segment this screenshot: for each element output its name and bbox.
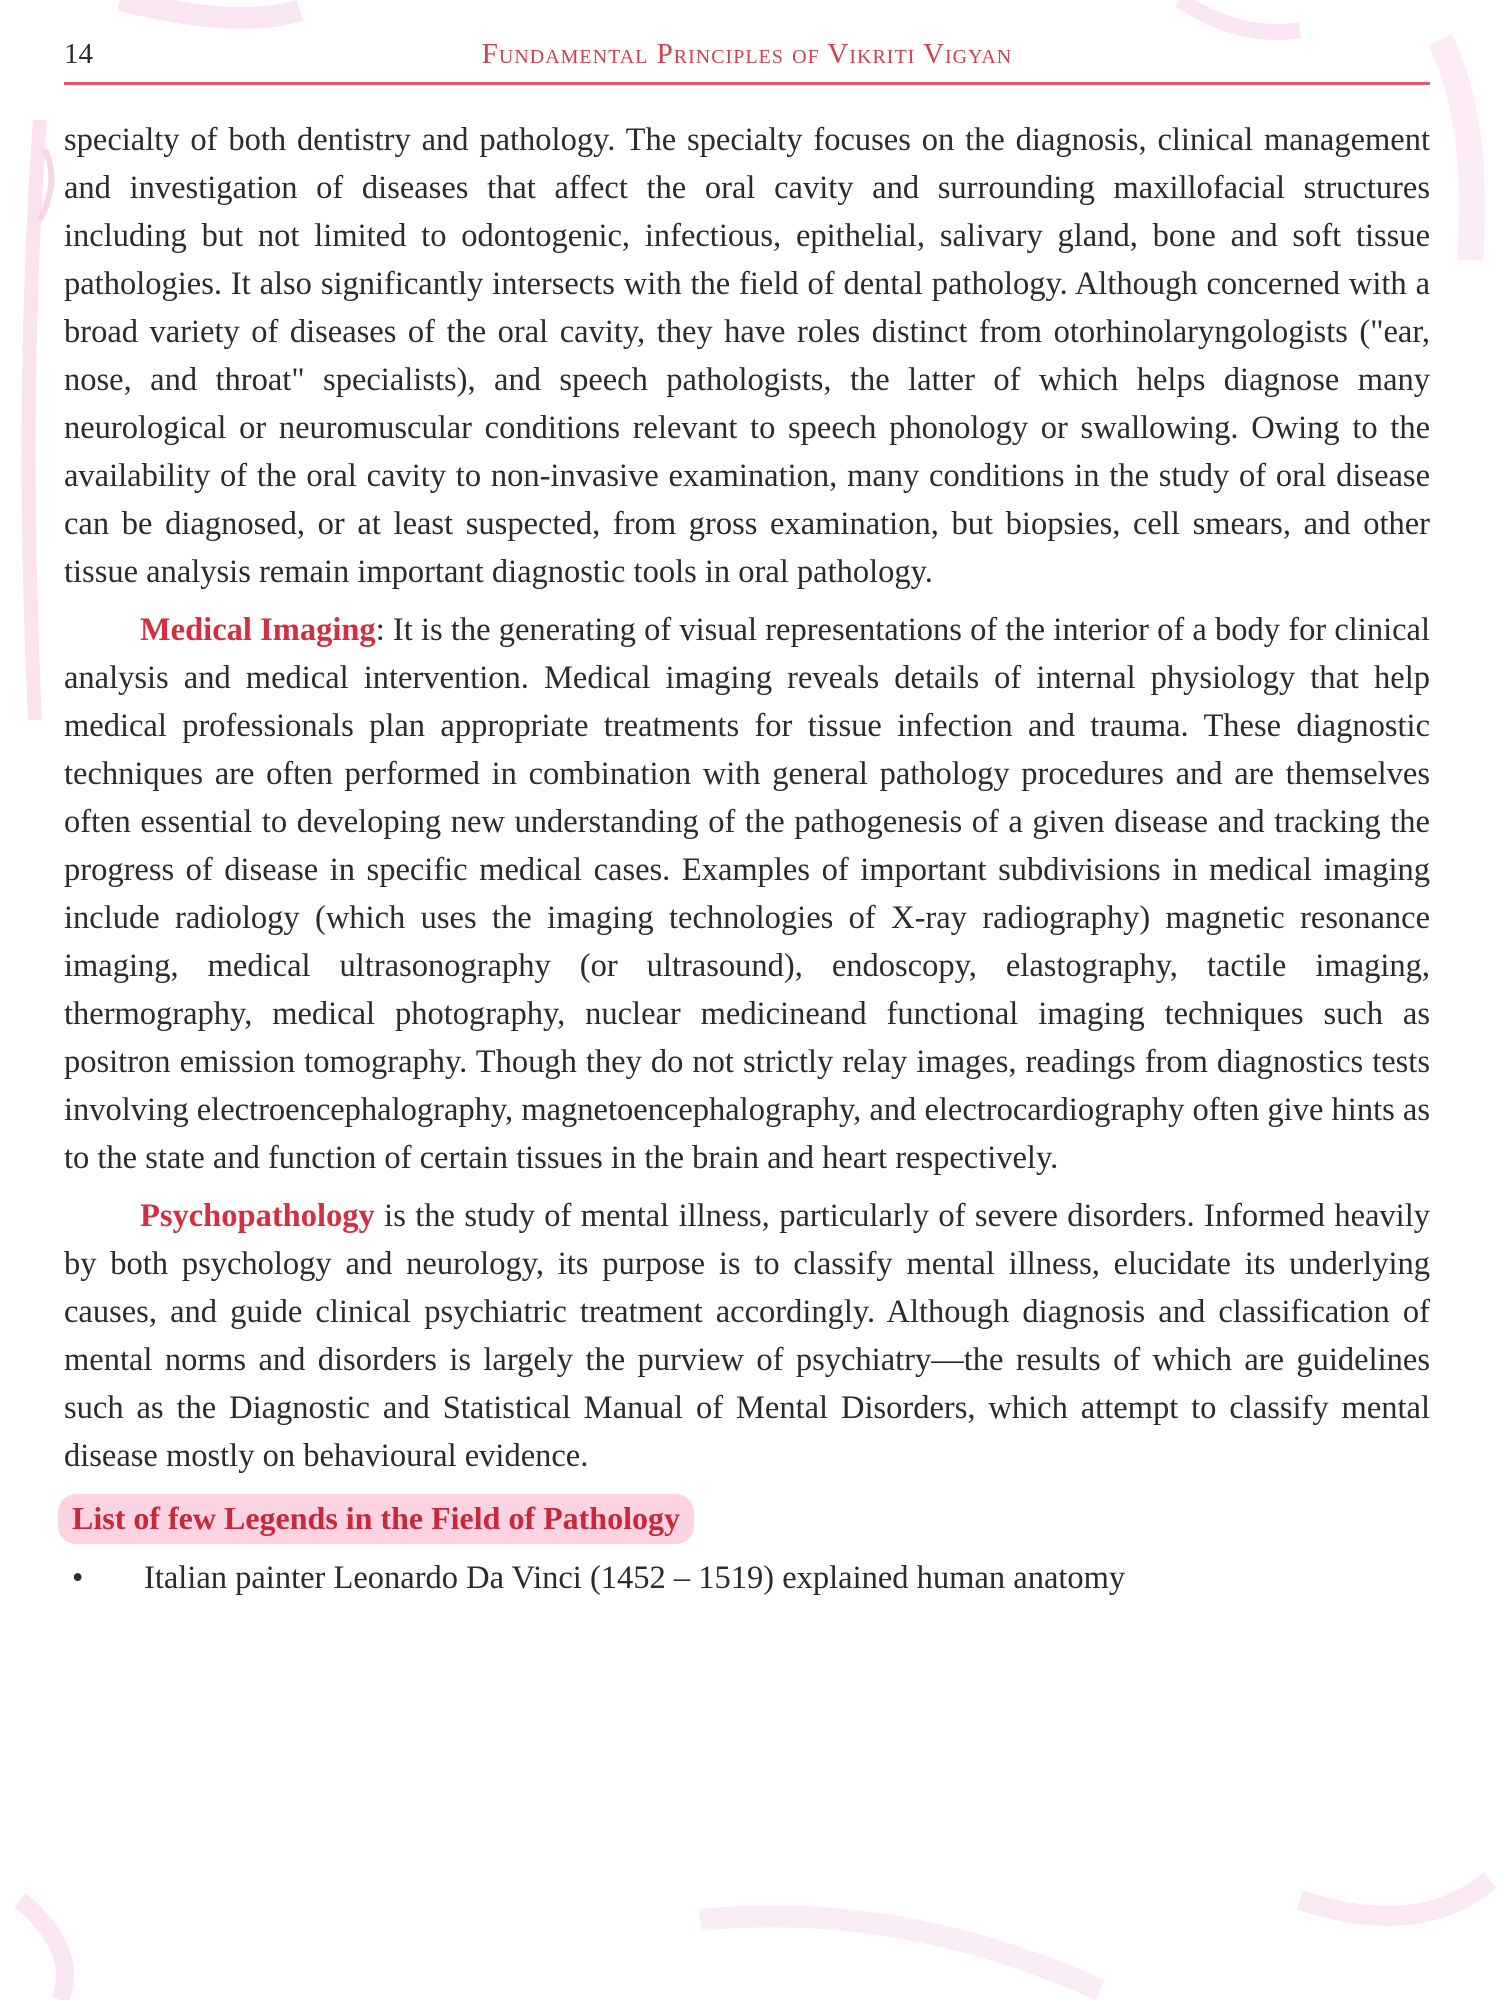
section-heading-legends: List of few Legends in the Field of Pathology [58,1494,694,1544]
page-number: 14 [64,38,93,70]
list-item [64,1554,1430,1602]
legends-list [64,1554,1430,1602]
running-title: Fundamental Principles of Vikriti Vigyan [481,38,1013,70]
term-separator: : [375,612,385,648]
medical-imaging-text: It is the generating of visual representations of the interior of a body for clinical analysis and medical intervention. Medical imaging reveals details of internal physiology that help medical professionals plan appropriate treatments for tissue infection and trauma. These diagnostic techniques are often performed in combination with general pathology procedures and are themselves often essential to developing new understanding of the pathogenesis of a given disease and tracking the progress of disease in specific medical cases. Examples of important subdivisions in medical imaging include radiology (which uses the imaging technologies of X-ray radiography) magnetic resonance imaging, medical ultrasonography (or ultrasound), endoscopy, elastography, tactile imaging, thermography, medical photography, nuclear medicineand functional imaging techniques such as positron emission tomography. Though they do not strictly relay images, readings from diagnostics tests involving electroencephalography, magnetoencephalography, and electrocardiography often give hints as to the state and function of certain tissues in the brain and heart respectively. [64,612,1430,1176]
term-medical-imaging: Medical Imaging [140,612,376,648]
header-rule [64,82,1430,85]
paragraph-medical-imaging [64,606,1430,1182]
paragraph-oral-pathology: specialty of both dentistry and pathology. The specialty focuses on the diagnosis, clinical management and investigation of diseases that affect the oral cavity and surrounding maxillofacial structures including but not limited to odontogenic, infectious, epithelial, salivary gland, bone and soft tissue pathologies. It also significantly intersects with the field of dental pathology. Although concerned with a broad variety of diseases of the oral cavity, they have roles distinct from otorhinolaryngologists ("ear, nose, and throat" specialists), and speech pathologists, the latter of which helps diagnose many neurological or neuromuscular conditions relevant to speech phonology or swallowing. Owing to the availability of the oral cavity to non-invasive examination, many conditions in the study of oral disease can be diagnosed, or at least suspected, from gross examination, but biopsies, cell smears, and other tissue analysis remain important diagnostic tools in oral pathology. [64,122,1430,590]
paragraph-psychopathology [64,1192,1430,1480]
page-content [64,116,1430,1602]
page-header [64,30,1430,82]
bullet-icon: • [72,1560,84,1596]
list-item-text: Italian painter Leonardo Da Vinci (1452 – 1519) explained human anatomy [144,1560,1126,1596]
psychopathology-text: is the study of mental illness, particularly of severe disorders. Informed heavily by both psychology and neurology, its purpose is to classify mental illness, elucidate its underlying causes, and guide clinical psychiatric treatment accordingly. Although diagnosis and classification of mental norms and disorders is largely the purview of psychiatry—the results of which are guidelines such as the Diagnostic and Statistical Manual of Mental Disorders, which attempt to classify mental disease mostly on behavioural evidence. [64,1198,1430,1474]
term-psychopathology: Psychopathology [140,1198,375,1234]
